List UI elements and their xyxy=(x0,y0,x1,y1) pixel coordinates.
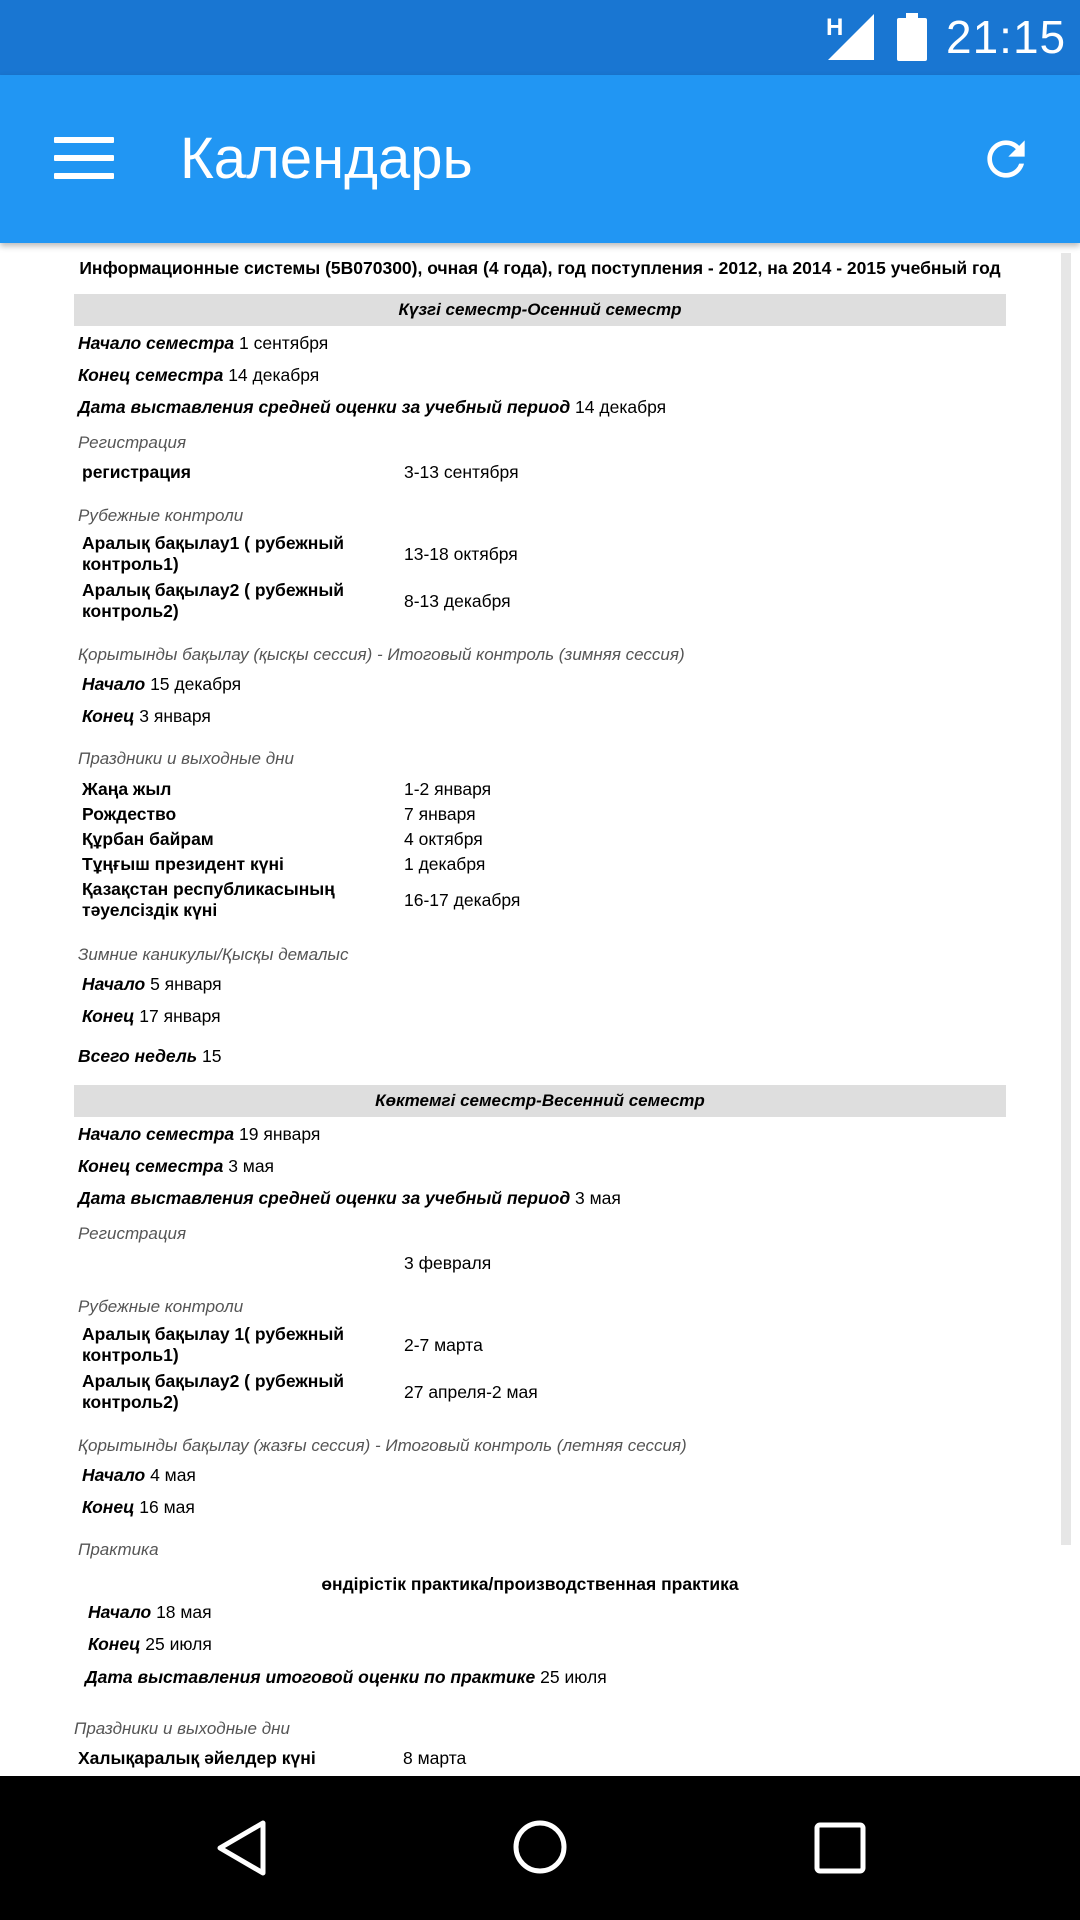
autumn-final-end-row: Конец 3 января xyxy=(82,706,211,726)
autumn-vacation-title: Зимние каникулы/Қысқы демалыс xyxy=(78,945,349,964)
calendar-content[interactable] xyxy=(0,243,1080,1776)
spring-midterm2-value: 27 апреля-2 мая xyxy=(404,1382,538,1402)
spring-holiday-label: Халықаралық әйелдер күні xyxy=(78,1748,316,1768)
spring-registration-title: Регистрация xyxy=(78,1224,187,1243)
autumn-final-start-row: Начало 15 декабря xyxy=(82,674,242,694)
recents-icon[interactable] xyxy=(814,1822,866,1874)
autumn-holiday-value: 1 декабря xyxy=(404,854,486,874)
spring-final-start-row: Начало 4 мая xyxy=(82,1465,196,1485)
home-icon[interactable] xyxy=(512,1819,568,1875)
autumn-final-title: Қорытынды бақылау (қысқы сессия) - Итоговый контроль (зимняя сессия) xyxy=(78,645,685,664)
autumn-registration-value: 3-13 сентября xyxy=(404,462,519,482)
autumn-holiday-label: Рождество xyxy=(82,804,177,824)
spring-final-end-row: Конец 16 мая xyxy=(82,1497,195,1517)
autumn-grade-date-row: Дата выставления средней оценки за учебный период 14 декабря xyxy=(78,397,667,417)
autumn-midterm2-value: 8-13 декабря xyxy=(404,591,511,611)
program-header: Информационные системы (5В070300), очная (4 года), год поступления - 2012, на 2014 - 2015 учебный год xyxy=(79,258,1001,278)
autumn-holiday-label: Тұңғыш президент күні xyxy=(82,854,284,874)
autumn-holiday-label: Құрбан байрам xyxy=(82,829,214,849)
navigation-bar xyxy=(0,1776,1080,1920)
autumn-holiday-value: 16-17 декабря xyxy=(404,890,521,910)
practice-name: өндірістік практика/производственная практика xyxy=(321,1574,739,1594)
spring-midterm2-label: Аралық бақылау2 ( рубежный контроль2) xyxy=(82,1371,345,1412)
autumn-vacation-end-row: Конец 17 января xyxy=(82,1006,221,1026)
spring-grade-date-row: Дата выставления средней оценки за учебный период 3 мая xyxy=(78,1188,621,1208)
autumn-total-weeks-row: Всего недель 15 xyxy=(78,1046,222,1066)
autumn-holiday-value: 4 октября xyxy=(404,829,483,849)
refresh-icon[interactable] xyxy=(978,131,1034,187)
autumn-midterm1-value: 13-18 октября xyxy=(404,544,518,564)
battery-icon xyxy=(897,13,927,61)
autumn-end-row: Конец семестра 14 декабря xyxy=(78,365,320,385)
autumn-midterm2-label: Аралық бақылау2 ( рубежный контроль2) xyxy=(82,580,345,621)
spring-registration-value: 3 февраля xyxy=(404,1253,492,1273)
autumn-semester-header: Күзгі семестр-Осенний семестр xyxy=(74,294,1006,326)
app-bar xyxy=(0,75,1080,243)
spring-midterm1-value: 2-7 марта xyxy=(404,1335,483,1355)
practice-end-row: Конец 25 июля xyxy=(88,1634,212,1654)
spring-holidays-title: Праздники и выходные дни xyxy=(74,1719,290,1738)
spring-holiday-value: 8 марта xyxy=(403,1748,467,1768)
practice-grade-date-row: Дата выставления итоговой оценки по практике 25 июля xyxy=(85,1667,607,1687)
spring-final-title: Қорытынды бақылау (жазғы сессия) - Итоговый контроль (летняя сессия) xyxy=(78,1436,687,1455)
autumn-holiday-label: Жаңа жыл xyxy=(82,779,172,799)
autumn-start-row: Начало семестра 1 сентября xyxy=(78,333,329,353)
autumn-vacation-start-row: Начало 5 января xyxy=(82,974,222,994)
back-icon[interactable] xyxy=(215,1819,267,1877)
spring-midterm1-label: Аралық бақылау 1( рубежный контроль1) xyxy=(82,1324,345,1365)
page-title: Календарь xyxy=(180,126,473,191)
autumn-holidays-title: Праздники и выходные дни xyxy=(78,749,294,768)
spring-midterm-title: Рубежные контроли xyxy=(78,1297,244,1316)
autumn-holiday-value: 7 января xyxy=(404,804,476,824)
spring-end-row: Конец семестра 3 мая xyxy=(78,1156,275,1176)
autumn-holiday-value: 1-2 января xyxy=(404,779,492,799)
autumn-midterm1-label: Аралық бақылау1 ( рубежный контроль1) xyxy=(82,533,345,574)
autumn-holiday-label: Қазақстан республикасының тәуелсіздік күні xyxy=(82,879,335,920)
autumn-midterm-title: Рубежные контроли xyxy=(78,506,244,525)
network-type-indicator: H xyxy=(826,14,844,41)
practice-start-row: Начало 18 мая xyxy=(88,1602,212,1622)
spring-start-row: Начало семестра 19 января xyxy=(78,1124,321,1144)
autumn-registration-title: Регистрация xyxy=(78,433,187,452)
status-bar xyxy=(0,0,1080,75)
autumn-registration-label: регистрация xyxy=(82,462,191,482)
spring-practice-title: Практика xyxy=(78,1540,159,1559)
clock: 21:15 xyxy=(946,11,1067,63)
hamburger-menu-icon[interactable] xyxy=(54,137,114,179)
spring-semester-header: Көктемгі семестр-Весенний семестр xyxy=(74,1085,1006,1117)
